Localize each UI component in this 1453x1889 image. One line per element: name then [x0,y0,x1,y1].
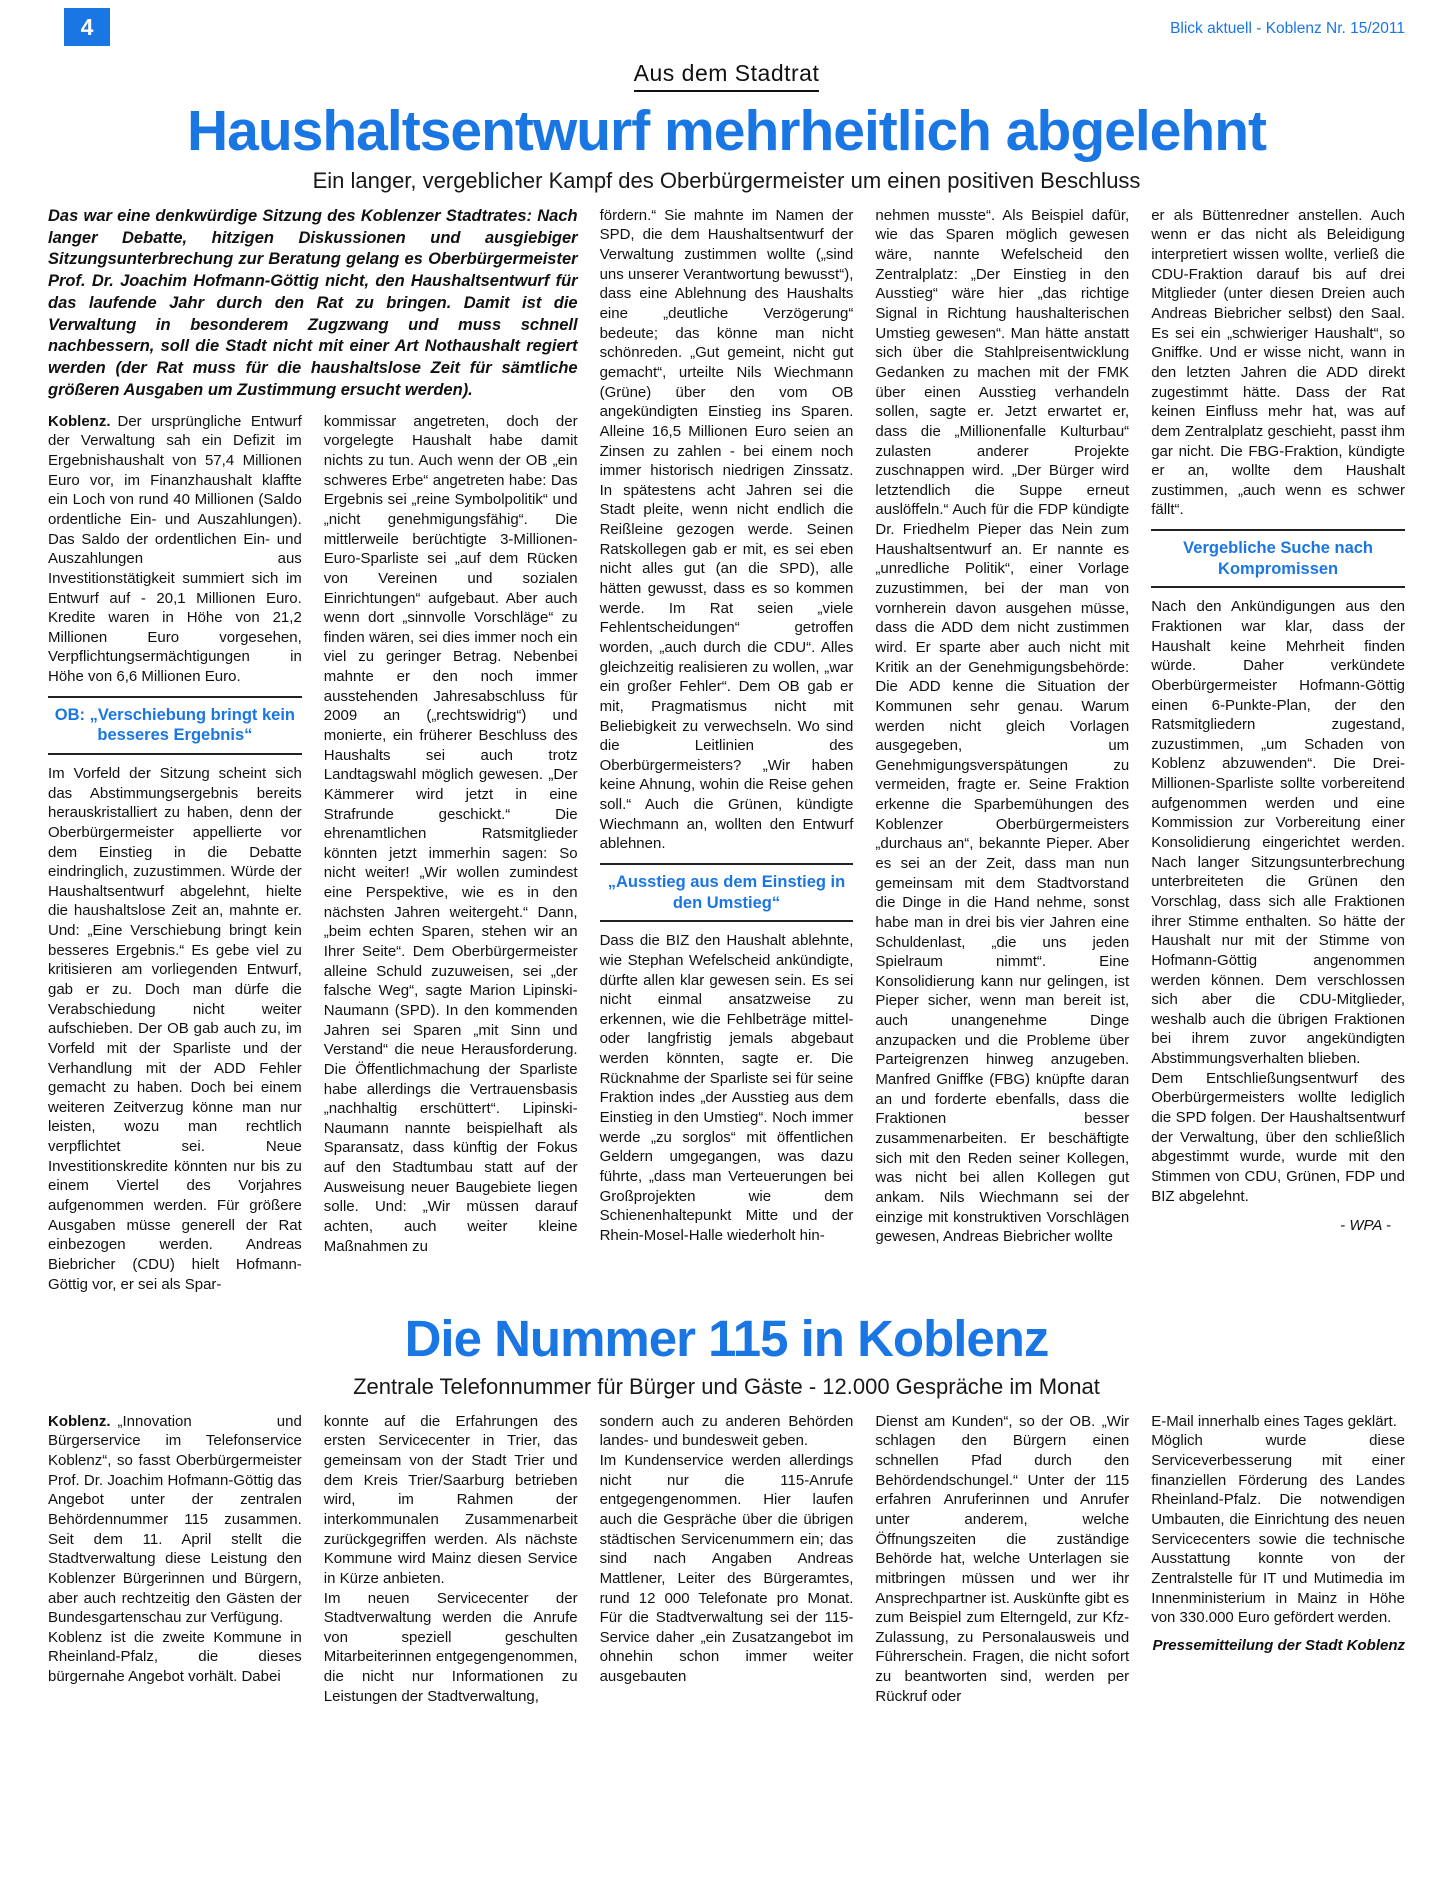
paragraph: sondern auch zu anderen Behörden landes- und bundesweit geben. [599,1412,854,1450]
article2-subtitle: Zentrale Telefonnummer für Bürger und Gäste - 12.000 Gespräche im Monat [353,1373,1100,1399]
article-nummer115 [48,1312,1405,1706]
paragraph: Dienst am Kunden“, so der OB. „Wir schlagen den Bürgern einen schnellen Pfad durch den Behördendschungel.“ Unter der 115 erfahren Anruferinnen und Anrufer unter anderem, welche Öffnungszeiten die zuständige Behörde hat, welche Unterlagen sie mitbringen müssen und wer ihr Ansprechpartner ist. Auskünfte gibt es zum Beispiel zum Elterngeld, zur Kfz-Zulassung, zu Personalausweis und Führerschein. Fragen, die nicht sofort zu beantworten sind, werden per Rückruf oder [875,1412,1130,1705]
article1-lead: Das war eine denkwürdige Sitzung des Koblenzer Stadtrates: Nach langer Debatte, hitzigen Diskussionen und ausgiebiger Sitzungsunterbrechung zur Beratung gelang es Oberbürgermeister Prof. Dr. Joachim Hofmann-Göttig nicht, den Haushaltsentwurf für das laufende Jahr durch den Rat zu bringen. Damit ist die Verwaltung in besonderem Zugzwang und muss schnell nachbessern, soll die Stadt nicht mit einer Art Nothaushalt regiert werden (der Rat muss für die haushaltslose Zeit für sämtliche größeren Ausgaben um Zustimmung ersucht werden). [48,206,578,399]
kicker: Aus dem Stadtrat [634,60,820,92]
subhead-ausstieg: „Ausstieg aus dem Einstieg in den Umstieg“ [600,863,854,922]
paragraph-text: „Innovation und Bürgerservice im Telefonservice Koblenz“, so fasst Oberbürgermeister Prof. Dr. Joachim Hofmann-Göttig das Angebot unter der zentralen Behördennummer 115 zusammen. Seit dem 11. April stellt die Stadtverwaltung diese Leistung den Koblenzer Bürgerinnen und Bürgern, aber auch rechtzeitig den Gästen der Bundesgartenschau zur Verfügung. [48,1412,302,1627]
article2-column-4 [875,1412,1129,1707]
paragraph: konnte auf die Erfahrungen des ersten Servicecenter in Trier, das gemeinsam von der Stadt Trier und dem Kreis Trier/Saarburg betrieben wird, im Rahmen der interkommunalen Zusammenarbeit zurückgegriffen werden. Als nächste Kommune wird Mainz diesen Service in Kürze anbieten. [323,1412,578,1587]
subhead-verschiebung: OB: „Verschiebung bringt kein besseres Ergebnis“ [48,696,302,755]
article2-column-1 [48,1412,302,1707]
dateline: Koblenz. [48,412,111,430]
article-stadtrat [48,60,1405,1294]
article1-column-5 [1151,206,1405,1294]
subhead-kompromisse: Vergebliche Suche nach Kompromissen [1151,529,1405,588]
paragraph: Dem Entschließungsentwurf des Oberbürgermeisters wollte lediglich die SPD folgen. Der Haushaltsentwurf der Verwaltung, über den schließlich abgestimmt wurde, wurde mit den Stimmen von CDU, Grünen, FDP und BIZ abgelehnt. [1151,1069,1405,1205]
paragraph: Im Vorfeld der Sitzung scheint sich das Abstimmungsergebnis bereits herauskristalliert zu haben, denn der Oberbürgermeister appellierte vor dem Einstieg in die Debatte eindringlich, zuzustimmen. Würde der Haushaltsentwurf abgelehnt, hielte die haushaltslose Zeit an, mahnte er. Und: „Eine Verschiebung bringt kein besseres Ergebnis.“ Es gebe viel zu kritisieren am vorliegenden Entwurf, gab er zu. Doch man dürfe die Verabschiedung nicht weiter aufschieben. Der OB gab auch zu, im Vorfeld mit der Sparliste und der Verhandlung mit der ADD Fehler gemacht zu haben. Doch bei einem weiteren Zeitverzug könne man nur leisten, wozu man rechtlich verpflichtet sei. Neue Investitionskredite könnten nur bis zu einem Viertel des Vorjahres aufgenommen werden. Für größere Ausgaben müsse generell der Rat einbezogen werden. Andreas Biebricher (CDU) hielt Hofmann-Göttig vor, er sei als Spar- [48,764,302,1293]
article1-column-2 [324,412,578,1295]
paragraph: Nach den Ankündigungen aus den Fraktionen war klar, dass der Haushalt keine Mehrheit finden würde. Daher verkündete Oberbürgermeister Hofmann-Göttig einen 6-Punkte-Plan, der den Ratsmitgliedern zugestand, zuzustimmen, „um Schaden von Koblenz abzuwenden“. Die Drei-Millionen-Sparliste sollte vorbereitend aufgenommen werden und eine Kommission zur Vorbereitung einer Konsolidierung eingerichtet werden. Nach langer Sitzungsunterbrechung unterbreiteten die Grünen den Vorschlag, dass sich alle Fraktionen ihrer Stimme enthalten. So hätte der Haushalt nur mit der Stimme von Hofmann-Göttig angenommen werden können. Dem verschlossen sich aber die CDU-Mitglieder, weshalb auch die übrigen Fraktionen bei ihrem zuvor angekündigten Abstimmungsverhalten blieben. [1151,598,1405,1068]
paragraph [48,412,302,687]
masthead: Blick aktuell - Koblenz Nr. 15/2011 [1170,20,1405,37]
page-number: 4 [80,13,94,40]
paragraph: Im neuen Servicecenter der Stadtverwaltung werden die Anrufe von speziell geschulten Mitarbeiterinnen entgegengenommen, die nicht nur Informationen zu Leistungen der Stadtverwaltung, [323,1589,578,1705]
page-number-badge [64,8,110,46]
article2-headline: Die Nummer 115 in Koblenz [404,1310,1049,1368]
paragraph: Koblenz ist die zweite Kommune in Rheinland-Pfalz, die dieses bürgernahe Angebot vorhält. Dabei [48,1628,302,1686]
page-header [0,0,1453,46]
article1-column-3 [600,206,854,1294]
article2-column-3 [600,1412,854,1707]
paragraph: Möglich wurde diese Serviceverbesserung mit einer finanziellen Förderung des Landes Rheinland-Pfalz. Die notwendigen Umbauten, die Einrichtung des neuen Servicecenters sowie die technische Ausstattung konnte von der Zentralstelle für IT und Mutimedia im Innenministerium in Mainz in Höhe von 330.000 Euro gefördert werden. [1151,1432,1405,1627]
article1-byline: - WPA - [1340,1217,1391,1235]
article1-column-1 [48,412,302,1295]
article2-byline: Pressemitteilung der Stadt Koblenz [1152,1636,1405,1654]
article1-headline: Haushaltsentwurf mehrheitlich abgelehnt [186,99,1266,163]
dateline: Koblenz. [48,1412,111,1430]
article1-subtitle: Ein langer, vergeblicher Kampf des Oberbürgermeister um einen positiven Beschluss [312,167,1141,193]
page-content [0,60,1453,1706]
paragraph-text: Der ursprüngliche Entwurf der Verwaltung sah ein Defizit im Ergebnishaushalt von 57,4 Millionen Euro vor, im Finanzhaushalt klaffte ein Loch von rund 40 Millionen (Saldo ordentliche Ein- und Auszahlungen). Das Saldo der ordentlichen Ein- und Auszahlungen aus Investitionstätigkeit summiert sich im Entwurf auf - 20,1 Millionen Euro. Kredite waren in Höhe von 21,2 Millionen Euro vorgesehen, Verpflichtungsermächtigungen in Höhe von 6,6 Millionen Euro. [48,412,302,686]
article2-column-2 [324,1412,578,1707]
paragraph: nehmen musste“. Als Beispiel dafür, wie das Sparen möglich gewesen wäre, nannte Wefelscheid den Zentralplatz: „Der Einstieg in den Ausstieg“ wäre hier „das richtige Signal in Richtung haushalterischen Umstieg gewesen“. Man hätte anstatt sich über die Stahlpreisentwicklung Gedanken zu machen mit der FMK über einen Ausstieg verhandeln sollen, sagte er. Jetzt erwartet er, dass die „Millionenfalle Kulturbau“ zulasten anderer Projekte zuschnappen wird. „Der Bürger wird letztendlich die Suppe erneut auslöffeln.“ Auch für die FDP kündigte Dr. Friedhelm Pieper das Nein zum Haushaltsentwurf an. Er nannte es „unredliche Politik“, einer Vorlage zuzustimmen, bei der man von vornherein davon ausgehen müsse, dass die ADD dem nicht zustimmen wird. Er sparte aber auch nicht mit Kritik an der Genehmigungsbehörde: Die ADD kenne die Situation der Kommunen sehr genau. Warum werden nicht gleich Vorlagen ausgegeben, um Genehmigungsverspätungen zu vermeiden, fragte er. Seine Fraktion erkenne die Sparbemühungen des Koblenzer Oberbürgermeisters „durchaus an“, bekannte Pieper. Aber es sei an der Zeit, dass man nun gemeinsam mit dem Stadtvorstand die Dinge in die Hand nehme, sonst habe man in drei bis vier Jahren eine Schuldenlast, „die uns jeden Spielraum nimmt“. Eine Konsolidierung kann nur gelingen, ist Pieper sicher, wenn man bereit ist, auch unangenehme Dinge anzupacken und die Probleme über Parteigrenzen hinweg anzugeben. Manfred Gniffke (FBG) knüpfte daran an und forderte ebenfalls, dass die Fraktionen besser zusammenarbeiten. Er beschäftigte sich mit den Reden seiner Kollegen, was nicht bei allen Kollegen gut ankam. Nils Wiechmann sei der einzige mit konstruktiven Vorschlägen gewesen, Andreas Biebricher wollte [875,206,1130,1246]
kicker-row [48,60,1405,92]
article1-columns [48,206,1405,1294]
paragraph: Im Kundenservice werden allerdings nicht nur die 115-Anrufe entgegengenommen. Hier laufen auch die Gespräche über die übrigen städtischen Servicenummern ein; das sind nach Angaben Andreas Mattlener, Leiter des Bürgeramtes, rund 12 000 Telefonate pro Monat. Für die Stadtverwaltung sei der 115-Service daher „ein Zusatzangebot im ohnehin schon immer weiter ausgebauten [599,1452,854,1686]
paragraph: E-Mail innerhalb eines Tages geklärt. [1151,1412,1397,1430]
article1-column-4 [875,206,1129,1294]
paragraph: fördern.“ Sie mahnte im Namen der SPD, die dem Haushaltsentwurf der Verwaltung zustimmen wollte („sind uns unserer Verantwortung bewusst“), dass eine Ablehnung des Haushalts eine „deutliche Verzögerung“ bedeute; das könne man nicht schönreden. „Gut gemeint, nicht gut gemacht“, urteilte Nils Wiechmann (Grüne) über den vom OB angekündigten Einstieg ins Sparen. Alleine 16,5 Millionen Euro seien an Zinsen zu zahlen - bei einem noch immer historisch niedrigen Zinssatz. In spätestens acht Jahren sei die Stadt pleite, wenn nicht endlich die Reißleine gezogen werde. Seinen Ratskollegen gab er mit, es sei eben nicht alles gut (an die SPD), alle hätten gewusst, dass es so kommen werde. Im Rat seien „viele Fehlentscheidungen“ getroffen worden, „auch durch die CDU“. Alles gleichzeitig realisieren zu wollen, „war ein großer Fehler“. Dem OB gab er mit, Pragmatismus nicht mit Beliebigkeit zu verwechseln. Wo sind die Leitlinien des Oberbürgermeisters? „Wir haben keine Ahnung, wohin die Reise gehen soll.“ Auch die Grünen, kündigte Wiechmann an, wollten den Entwurf ablehnen. [599,206,854,853]
article2-columns [48,1412,1405,1707]
article2-column-5 [1151,1412,1405,1707]
paragraph: er als Büttenredner anstellen. Auch wenn er das nicht als Beleidigung interpretiert wissen wollte, verließ die CDU-Fraktion darauf bis auf drei Mitglieder (unter diesen Dreien auch Andreas Biebricher selbst) den Saal. Es sei ein „schwieriger Haushalt“, so Gniffke. Und er wisse nicht, wann in den letzten Jahren die ADD direkt zugestimmt hätte. Dass der Rat keinen Einfluss mehr hat, was auf dem Zentralplatz geschieht, passt ihm gar nicht. Die FBG-Fraktion, kündigte er an, wollte dem Haushalt zustimmen, „auch wenn es schwer fällt“. [1151,206,1405,519]
paragraph: kommissar angetreten, doch der vorgelegte Haushalt habe damit nichts zu tun. Auch wenn der OB „ein schweres Erbe“ angetreten habe: Das Ergebnis sei „reine Symbolpolitik“ und „nicht genehmigungsfähig“. Die mittlerweile berüchtigte 3-Millionen-Euro-Sparliste sei „auf dem Rücken von Vereinen und sozialen Einrichtungen“ aufgebaut. Aber auch wenn dort „sinnvolle Vorschläge“ zu finden wären, sei dies immer noch ein viel zu geringer Betrag. Nebenbei mahnte er den noch immer ausstehenden Jahresabschluss für 2009 an („rechtswidrig“) und monierte, ein früherer Beschluss des Haushalts sei auch trotz Landtagswahl möglich gewesen. „Der Kämmerer wird jetzt in eine Strafrunde geschickt.“ Die ehrenamtlichen Ratsmitglieder könnten jetzt immerhin sagen: So nicht weiter! „Wir wollen zumindest eine Perspektive, wie es in den nächsten Jahren weitergeht.“ Dann, „beim echten Sparen, stehen wir an Ihrer Seite“. Dem Oberbürgermeister alleine Schuld zuzuweisen, sei „der falsche Weg“, sagte Marion Lipinski-Naumann (SPD). In den kommenden Jahren sei Sparen „mit Sinn und Verstand“ die neue Herausforderung. Die Öffentlichmachung der Sparliste habe allerdings die Vertrauensbasis „nachhaltig erschüttert“. Lipinski-Naumann nannte beispielhaft als Sparansatz, dass künftig der Fokus auf den Stadtumbau statt auf der Ausweisung neuer Baugebiete liegen solle. Und: „Wir müssen darauf achten, auch weiter kleine Maßnahmen zu [323,412,578,1255]
paragraph: Dass die BIZ den Haushalt ablehnte, wie Stephan Wefelscheid ankündigte, dürfte allen klar gewesen sein. Es sei nicht einmal ansatzweise zu erkennen, wie die Fehlbeträge mittel- oder langfristig jemals abgebaut werden könnten, sagte er. Die Rücknahme der Sparliste sei für seine Fraktion indes „der Ausstieg aus dem Einstieg in den Umstieg“. Noch immer werde „zu sorglos“ mit öffentlichen Geldern umgegangen, was dazu führte, „dass man Verteuerungen bei Großprojekten wie dem Schienenhaltepunkt Mitte und der Rhein-Mosel-Halle wiederholt hin- [599,932,854,1244]
paragraph [48,1412,302,1628]
